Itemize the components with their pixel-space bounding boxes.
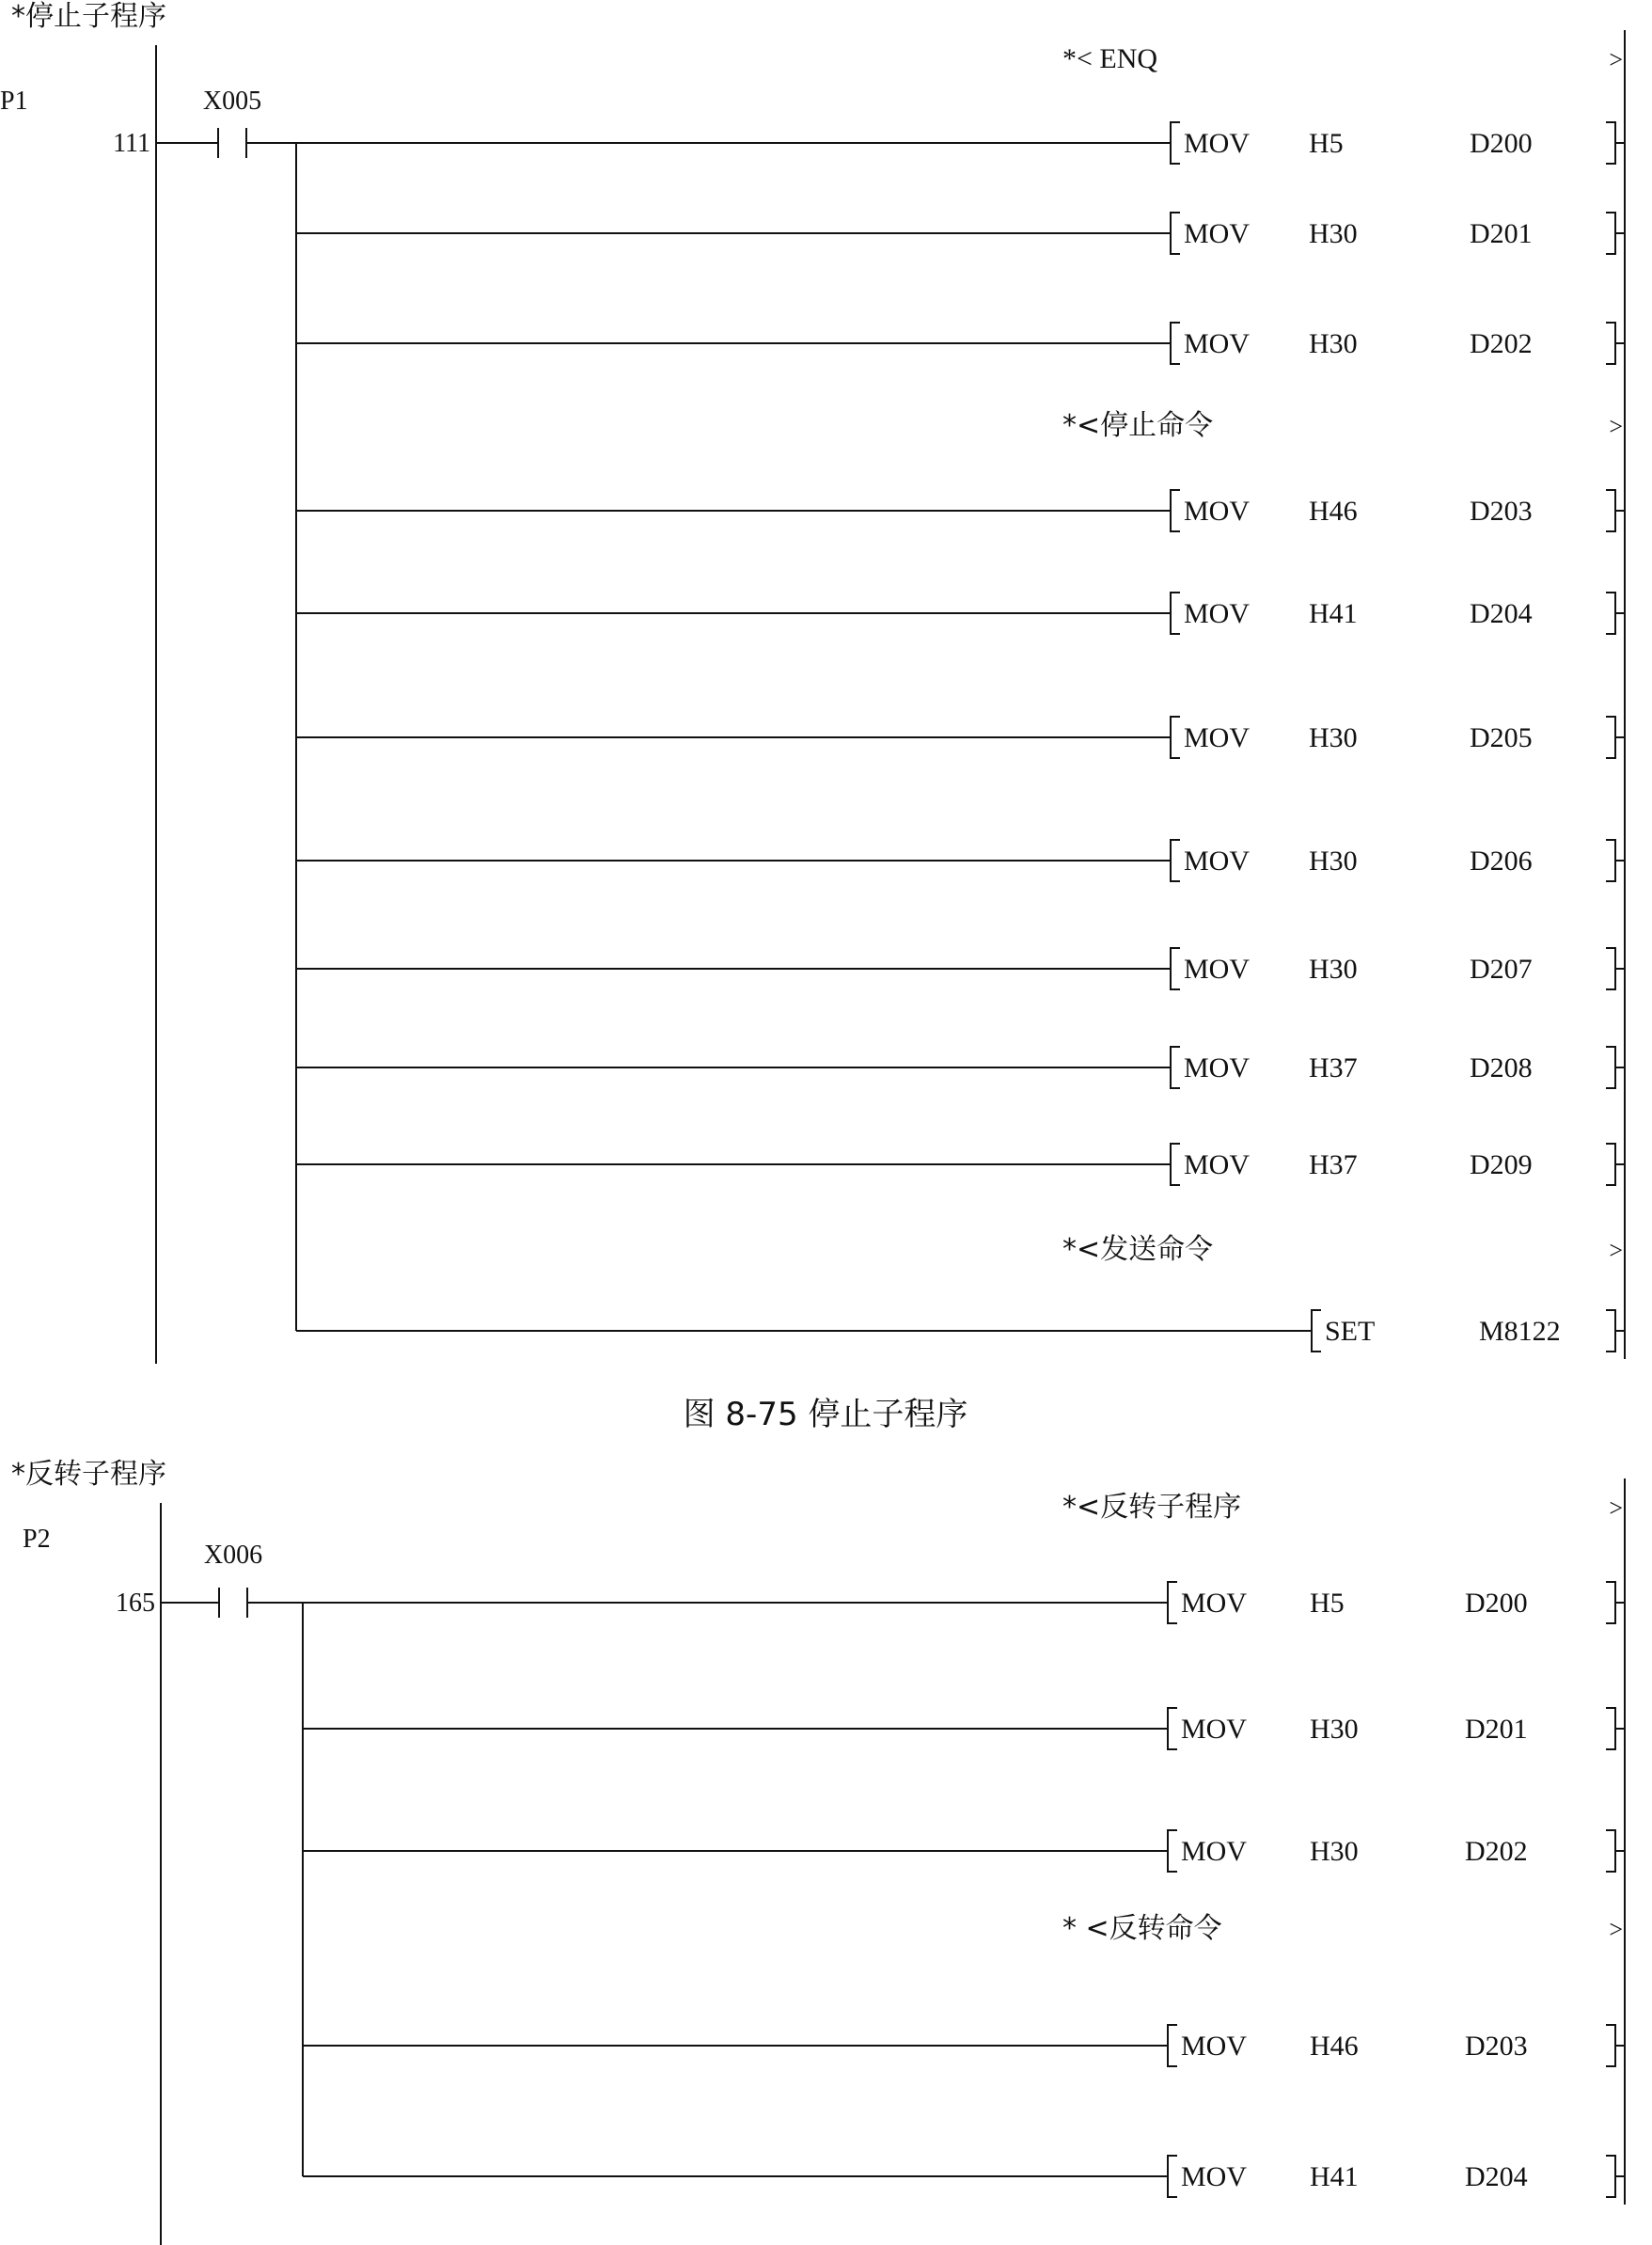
p1-instruction-right-bracket — [1606, 593, 1615, 634]
p1-instruction-src: H41 — [1309, 598, 1358, 629]
p1-instruction-dst: D209 — [1470, 1149, 1533, 1180]
p1-instruction-right-bracket — [1606, 1310, 1615, 1352]
p1-pointer-label: P1 — [0, 87, 28, 116]
p1-instruction-dst: D207 — [1470, 954, 1533, 985]
p2-instruction-dst: D200 — [1465, 1588, 1528, 1619]
p1-instruction-left-bracket — [1171, 122, 1180, 164]
p1-instruction-dst: D200 — [1470, 128, 1533, 159]
p1-instruction-right-bracket — [1606, 213, 1615, 254]
p2-comment-end-marker: > — [1609, 1916, 1623, 1943]
p2-pointer-label: P2 — [23, 1525, 51, 1554]
p2-instruction-op: MOV — [1181, 1836, 1248, 1867]
p2-instruction-op: MOV — [1181, 2031, 1248, 2062]
p1-instruction-left-bracket — [1171, 323, 1180, 364]
p1-instruction-right-bracket — [1606, 323, 1615, 364]
p1-instruction-op: MOV — [1184, 1052, 1251, 1083]
p2-instruction-src: H41 — [1310, 2161, 1359, 2192]
p2-instruction-right-bracket — [1606, 1830, 1615, 1872]
p1-instruction-src: H46 — [1309, 496, 1358, 527]
p2-instruction-dst: D202 — [1465, 1836, 1528, 1867]
p1-instruction-right-bracket — [1606, 1047, 1615, 1088]
p1-instruction-dst: D203 — [1470, 496, 1533, 527]
p1-instruction-op: SET — [1325, 1316, 1376, 1347]
p1-instruction-left-bracket — [1171, 1047, 1180, 1088]
p1-instruction-dst: M8122 — [1479, 1316, 1561, 1347]
p1-instruction-left-bracket — [1171, 593, 1180, 634]
p1-instruction-left-bracket — [1312, 1310, 1321, 1352]
p1-instruction-left-bracket — [1171, 213, 1180, 254]
p1-instruction-dst: D202 — [1470, 328, 1533, 359]
p2-instruction-right-bracket — [1606, 2025, 1615, 2066]
p1-comment-end-marker: > — [1609, 413, 1623, 440]
p2-instruction-dst: D203 — [1465, 2031, 1528, 2062]
p1-instruction-right-bracket — [1606, 717, 1615, 758]
p2-instruction-dst: D201 — [1465, 1714, 1528, 1745]
p1-instruction-src: H37 — [1309, 1149, 1358, 1180]
p2-comment-end-marker: > — [1609, 1494, 1623, 1522]
p1-instruction-op: MOV — [1184, 128, 1251, 159]
p1-instruction-left-bracket — [1171, 1144, 1180, 1185]
p1-instruction-op: MOV — [1184, 328, 1251, 359]
p1-instruction-dst: D208 — [1470, 1052, 1533, 1083]
p2-instruction-left-bracket — [1168, 1708, 1177, 1749]
p1-contact-label: X005 — [202, 87, 262, 116]
figure-caption: 图 8-75 停止子程序 — [683, 1396, 968, 1433]
p2-instruction-src: H30 — [1310, 1714, 1359, 1745]
p1-instruction-src: H5 — [1309, 128, 1344, 159]
p2-comment-row: *<反转子程序 — [1062, 1491, 1242, 1524]
p1-instruction-src: H30 — [1309, 722, 1358, 753]
p1-instruction-right-bracket — [1606, 1144, 1615, 1185]
p1-instruction-src: H30 — [1309, 954, 1358, 985]
p1-program-title: *停止子程序 — [11, 0, 166, 33]
p2-step-number: 165 — [116, 1589, 155, 1618]
p1-instruction-op: MOV — [1184, 1149, 1251, 1180]
p1-instruction-op: MOV — [1184, 954, 1251, 985]
p2-instruction-right-bracket — [1606, 2156, 1615, 2197]
p2-instruction-left-bracket — [1168, 2025, 1177, 2066]
p1-comment-row: *<停止命令 — [1062, 409, 1214, 442]
p2-program-title: *反转子程序 — [11, 1458, 166, 1491]
p1-instruction-dst: D205 — [1470, 722, 1533, 753]
p1-instruction-left-bracket — [1171, 840, 1180, 881]
rung-lines — [156, 30, 1625, 2245]
p1-instruction-dst: D204 — [1470, 598, 1533, 629]
p1-instruction-op: MOV — [1184, 598, 1251, 629]
p1-instruction-src: H30 — [1309, 846, 1358, 877]
p1-instruction-op: MOV — [1184, 722, 1251, 753]
p1-instruction-src: H30 — [1309, 218, 1358, 249]
p1-comment-row: *<发送命令 — [1062, 1233, 1214, 1266]
p1-instruction-right-bracket — [1606, 840, 1615, 881]
p2-comment-row: * <反转命令 — [1062, 1912, 1222, 1945]
p2-contact-label: X006 — [203, 1541, 263, 1570]
p1-step-number: 111 — [113, 129, 150, 158]
p2-instruction-left-bracket — [1168, 2156, 1177, 2197]
p1-instruction-op: MOV — [1184, 496, 1251, 527]
p1-instruction-dst: D201 — [1470, 218, 1533, 249]
p2-instruction-left-bracket — [1168, 1830, 1177, 1872]
p2-instruction-right-bracket — [1606, 1708, 1615, 1749]
p1-instruction-right-bracket — [1606, 948, 1615, 989]
p2-instruction-op: MOV — [1181, 1714, 1248, 1745]
p1-instruction-left-bracket — [1171, 948, 1180, 989]
p1-instruction-src: H37 — [1309, 1052, 1358, 1083]
p1-instruction-dst: D206 — [1470, 846, 1533, 877]
p1-instruction-src: H30 — [1309, 328, 1358, 359]
p1-instruction-op: MOV — [1184, 846, 1251, 877]
p1-instruction-right-bracket — [1606, 490, 1615, 531]
p2-instruction-op: MOV — [1181, 2161, 1248, 2192]
p1-instruction-left-bracket — [1171, 490, 1180, 531]
p2-instruction-src: H46 — [1310, 2031, 1359, 2062]
p2-instruction-op: MOV — [1181, 1588, 1248, 1619]
p2-instruction-left-bracket — [1168, 1582, 1177, 1623]
p1-instruction-op: MOV — [1184, 218, 1251, 249]
p2-instruction-dst: D204 — [1465, 2161, 1528, 2192]
p1-comment-end-marker: > — [1609, 1237, 1623, 1264]
p1-instruction-right-bracket — [1606, 122, 1615, 164]
p2-instruction-src: H5 — [1310, 1588, 1345, 1619]
p1-comment-row: *< ENQ — [1062, 43, 1158, 74]
p2-instruction-src: H30 — [1310, 1836, 1359, 1867]
p2-instruction-right-bracket — [1606, 1582, 1615, 1623]
p1-instruction-left-bracket — [1171, 717, 1180, 758]
p1-comment-end-marker: > — [1609, 46, 1623, 73]
